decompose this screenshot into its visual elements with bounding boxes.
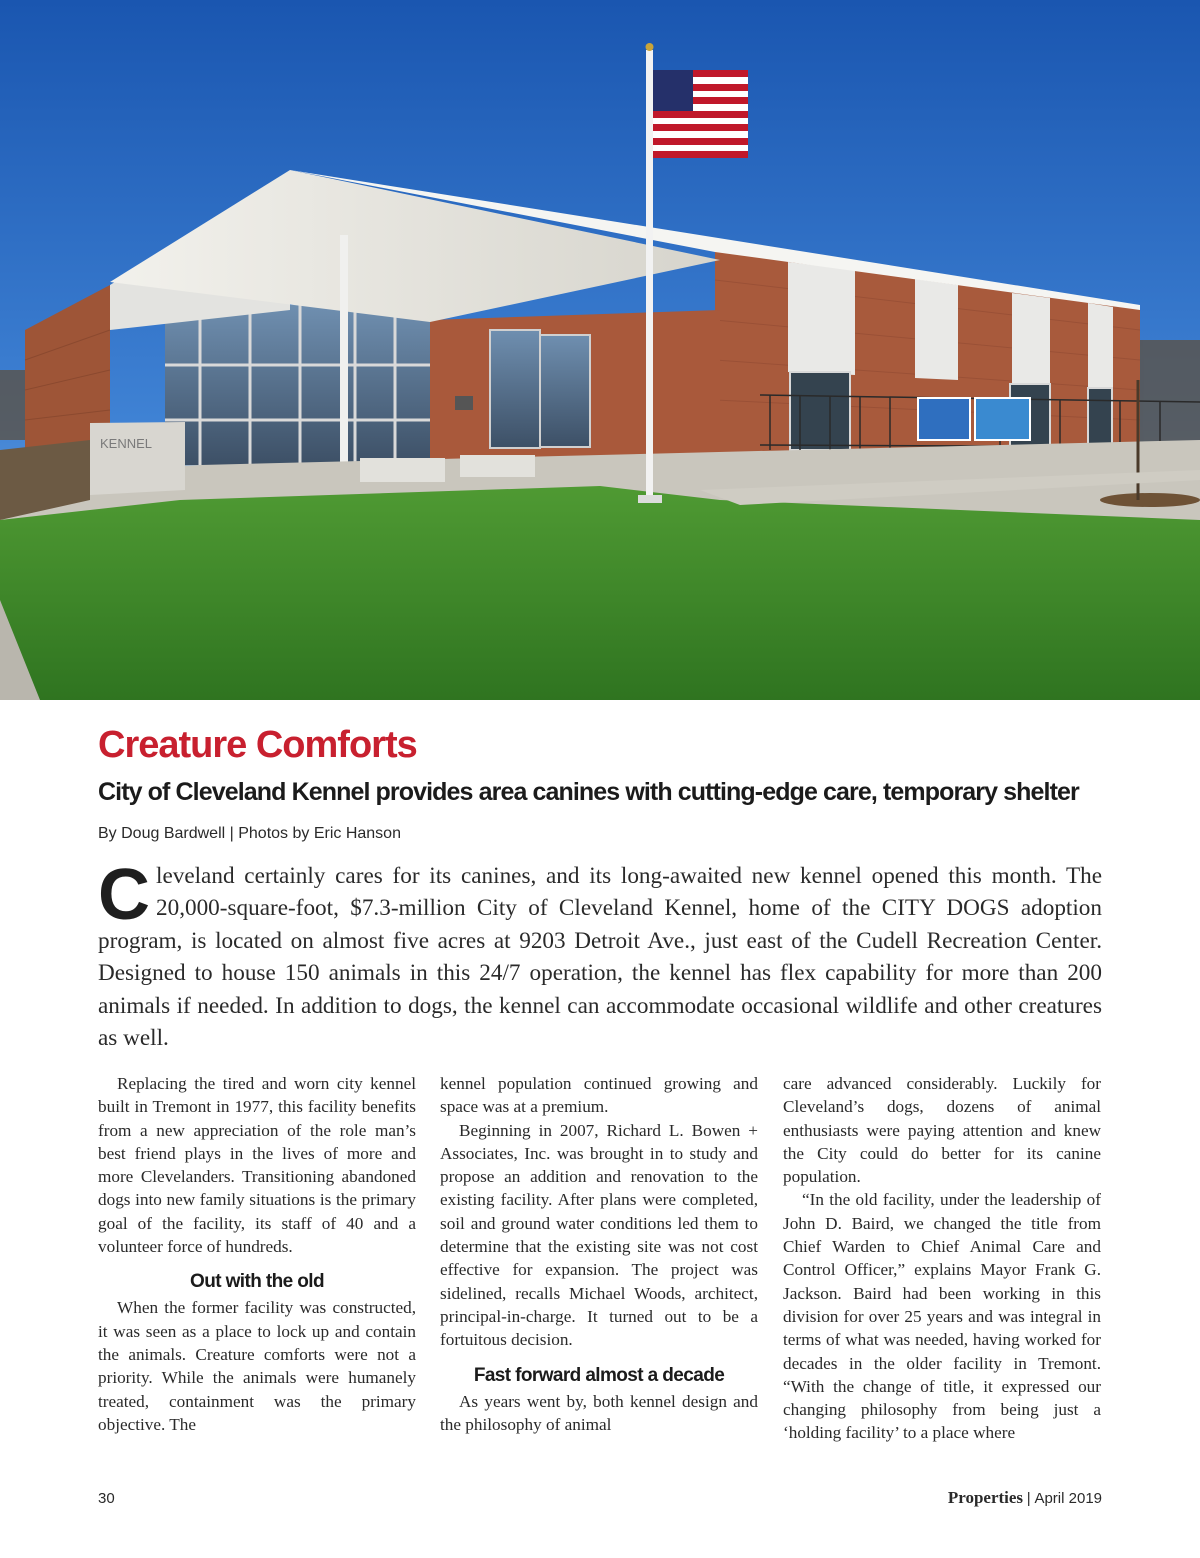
article-title: Creature Comforts (98, 724, 417, 766)
paragraph: As years went by, both kennel design and the philosophy of animal (440, 1391, 758, 1434)
canopy-column (340, 235, 348, 475)
publication-name: Properties (947, 1488, 1024, 1507)
fence-banner-2 (975, 398, 1030, 440)
fence-banner (918, 398, 970, 440)
paragraph: kennel population continued growing and space was at a premium. (440, 1074, 758, 1117)
byline: By Doug Bardwell | Photos by Eric Hanson (98, 825, 401, 842)
flagpole (646, 50, 653, 502)
page-number: 30 (98, 1490, 115, 1507)
paragraph: “In the old facility, under the leadership of John D. Baird, we changed the title from Chief Warden to Chief Animal Care and Control Officer,” explains Mayor Frank G. Jackson. Baird had been working in this division for over 25 years and was integral in terms of what was needed, having worked for decades in the older facility in Tremont. “With the change of title, it expressed our changing philosophy from being just a ‘holding facility’ to a place where (783, 1190, 1101, 1443)
planter (360, 458, 445, 482)
footer-separator: | (1026, 1490, 1031, 1507)
kennel-sign-text: KENNEL (100, 436, 153, 451)
hero-photo (0, 0, 1200, 700)
section-heading: Out with the old (190, 1271, 324, 1293)
lawn (0, 486, 1200, 700)
drop-cap: C (98, 855, 150, 935)
section-heading: Fast forward almost a decade (473, 1364, 725, 1386)
running-footer (948, 1488, 1102, 1508)
paragraph: care advanced considerably. Luckily for Cleveland’s dogs, dozens of animal enthusiasts were paying attention and knew the City could do better for its canine population. (783, 1074, 1101, 1187)
american-flag (653, 70, 748, 158)
article-subtitle: City of Cleveland Kennel provides area canines with cutting-edge care, temporary shelter (98, 778, 1079, 806)
column-1 (98, 1072, 416, 1436)
paragraph: Beginning in 2007, Richard L. Bowen + Associates, Inc. was brought in to study and propose an addition and renovation to the existing facility. After plans were completed, soil and ground water conditions led them to determine that the existing site was not cost effective for expansion. The project was sidelined, recalls Michael Woods, architect, principal-in-charge. It turned out to be a fortuitous decision. (440, 1120, 758, 1350)
kennel-sign (90, 422, 185, 495)
glass-lobby (165, 305, 430, 465)
lede-paragraph (98, 855, 1102, 1054)
tree-mulch-ring (1100, 493, 1200, 507)
kennel-building-illustration (0, 0, 1200, 700)
paragraph: Replacing the tired and worn city kennel built in Tremont in 1977, this facility benefits from a new appreciation of the role man’s best friend plays in the lives of more and more Clevelanders. Transitioning abandoned dogs into new family situations is the primary goal of the facility, its staff of 40 and a volunteer force of hundreds. (98, 1074, 416, 1257)
lede-text: leveland certainly cares for its canines, and its long-awaited new kennel opened this month. The 20,000-square-foot, $7.3-million City of Cleveland Kennel, home of the CITY DOGS adoption program, is located on almost five acres at 9203 Detroit Ave., just east of the Cudell Recreation Center. Designed to house 150 animals in this 24/7 operation, the kennel has flex capability for more than 200 animals if needed. In addition to dogs, the kennel can accommodate occasional wildlife and other creatures as well. (98, 863, 1102, 1052)
paragraph: When the former facility was constructed, it was seen as a place to lock up and contain the animals. Creature comforts were not a priority. While the animals were humanely treated, containment was the primary objective. The (98, 1298, 416, 1434)
entry-door (490, 330, 540, 448)
planter (460, 455, 535, 477)
column-2 (440, 1072, 758, 1436)
column-3 (783, 1072, 1101, 1445)
issue-date: April 2019 (1034, 1490, 1102, 1507)
